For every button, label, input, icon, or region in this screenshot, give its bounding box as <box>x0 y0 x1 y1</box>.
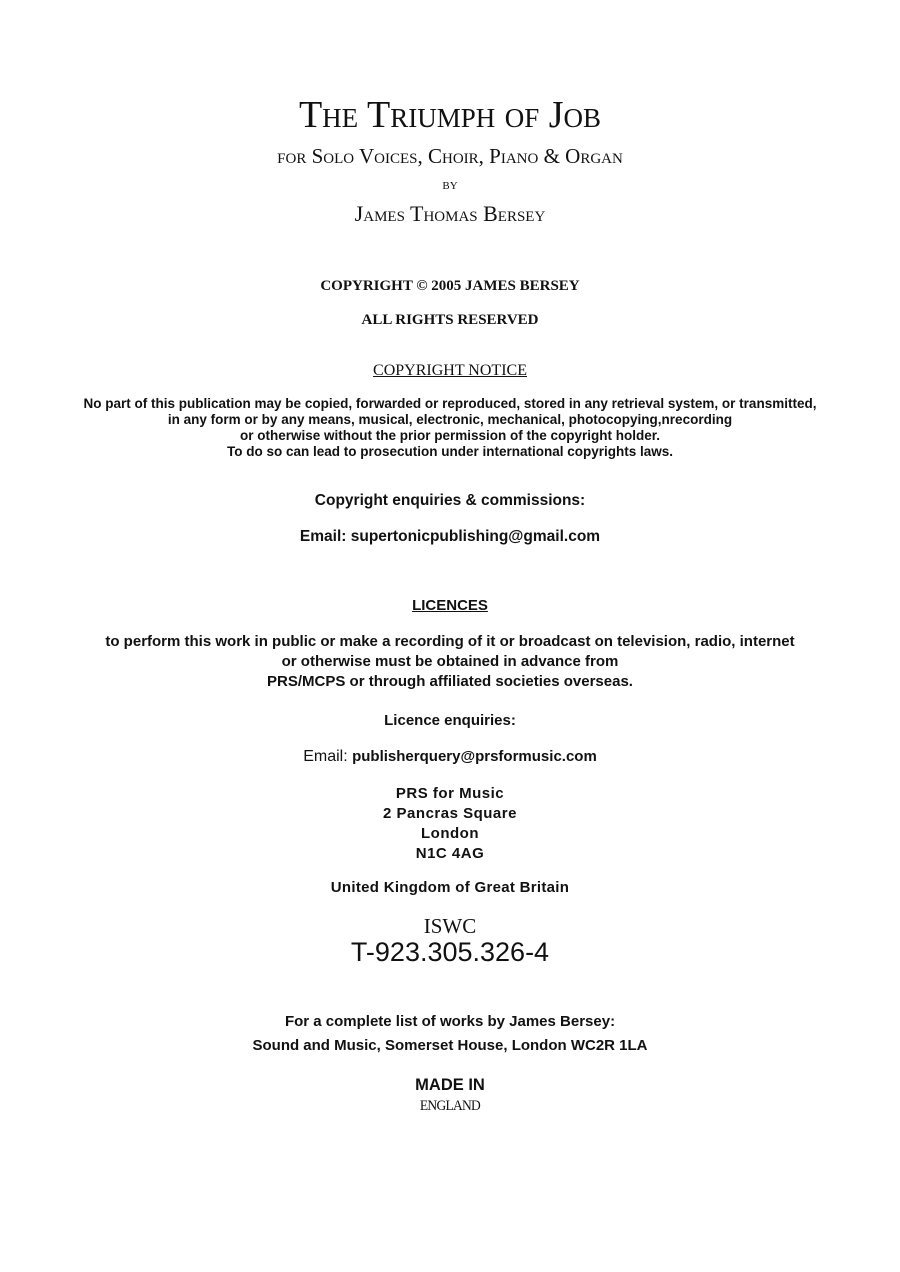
rights-reserved: ALL RIGHTS RESERVED <box>361 312 539 328</box>
copyright-notice-body <box>0 396 900 460</box>
licence-line: PRS/MCPS or through affiliated societies overseas. <box>267 673 633 690</box>
copyright-line: COPYRIGHT © 2005 JAMES BERSEY <box>320 278 580 294</box>
copyright-enquiries-email: Email: supertonicpublishing@gmail.com <box>299 528 601 545</box>
notice-line: or otherwise without the prior permission of the copyright holder. <box>239 428 661 443</box>
licences-body <box>0 632 900 692</box>
address-line: PRS for Music <box>395 785 505 802</box>
prs-address <box>0 784 900 864</box>
works-address-line: Sound and Music, Somerset House, London WC2R 1LA <box>252 1037 648 1054</box>
copyright-enquiries-label: Copyright enquiries & commissions: <box>314 492 586 509</box>
licence-enquiries-email <box>0 748 900 766</box>
by-label: by <box>442 177 458 193</box>
made-in-label: MADE IN <box>415 1076 485 1094</box>
address-country: United Kingdom of Great Britain <box>330 879 570 896</box>
iswc-label: ISWC <box>423 914 477 938</box>
composer-name: James Thomas Bersey <box>354 201 546 226</box>
address-line: N1C 4AG <box>415 845 485 862</box>
work-title: The Triumph of Job <box>298 94 602 136</box>
licence-line: to perform this work in public or make a recording of it or broadcast on television, radio, internet <box>105 633 795 650</box>
notice-line: To do so can lead to prosecution under international copyrights laws. <box>226 444 674 459</box>
work-subtitle: for Solo Voices, Choir, Piano & Organ <box>277 144 623 168</box>
licence-email-address: publisherquery@prsformusic.com <box>352 748 597 765</box>
made-in-country: ENGLAND <box>419 1098 481 1114</box>
licence-enquiries-label: Licence enquiries: <box>384 712 516 729</box>
address-line: 2 Pancras Square <box>383 805 517 822</box>
works-list-line: For a complete list of works by James Bersey: <box>284 1013 616 1030</box>
licences-heading: LICENCES <box>412 597 488 614</box>
licence-line: or otherwise must be obtained in advance from <box>281 653 619 670</box>
copyright-notice-heading: COPYRIGHT NOTICE <box>373 362 527 379</box>
email-prefix: Email: <box>303 748 348 765</box>
iswc-code: T-923.305.326-4 <box>350 937 550 967</box>
notice-line: No part of this publication may be copied, forwarded or reproduced, stored in any retrieval system, or transmitted, <box>83 396 817 411</box>
notice-line: in any form or by any means, musical, electronic, mechanical, photocopying,nrecording <box>167 412 733 427</box>
address-line: London <box>421 825 479 842</box>
